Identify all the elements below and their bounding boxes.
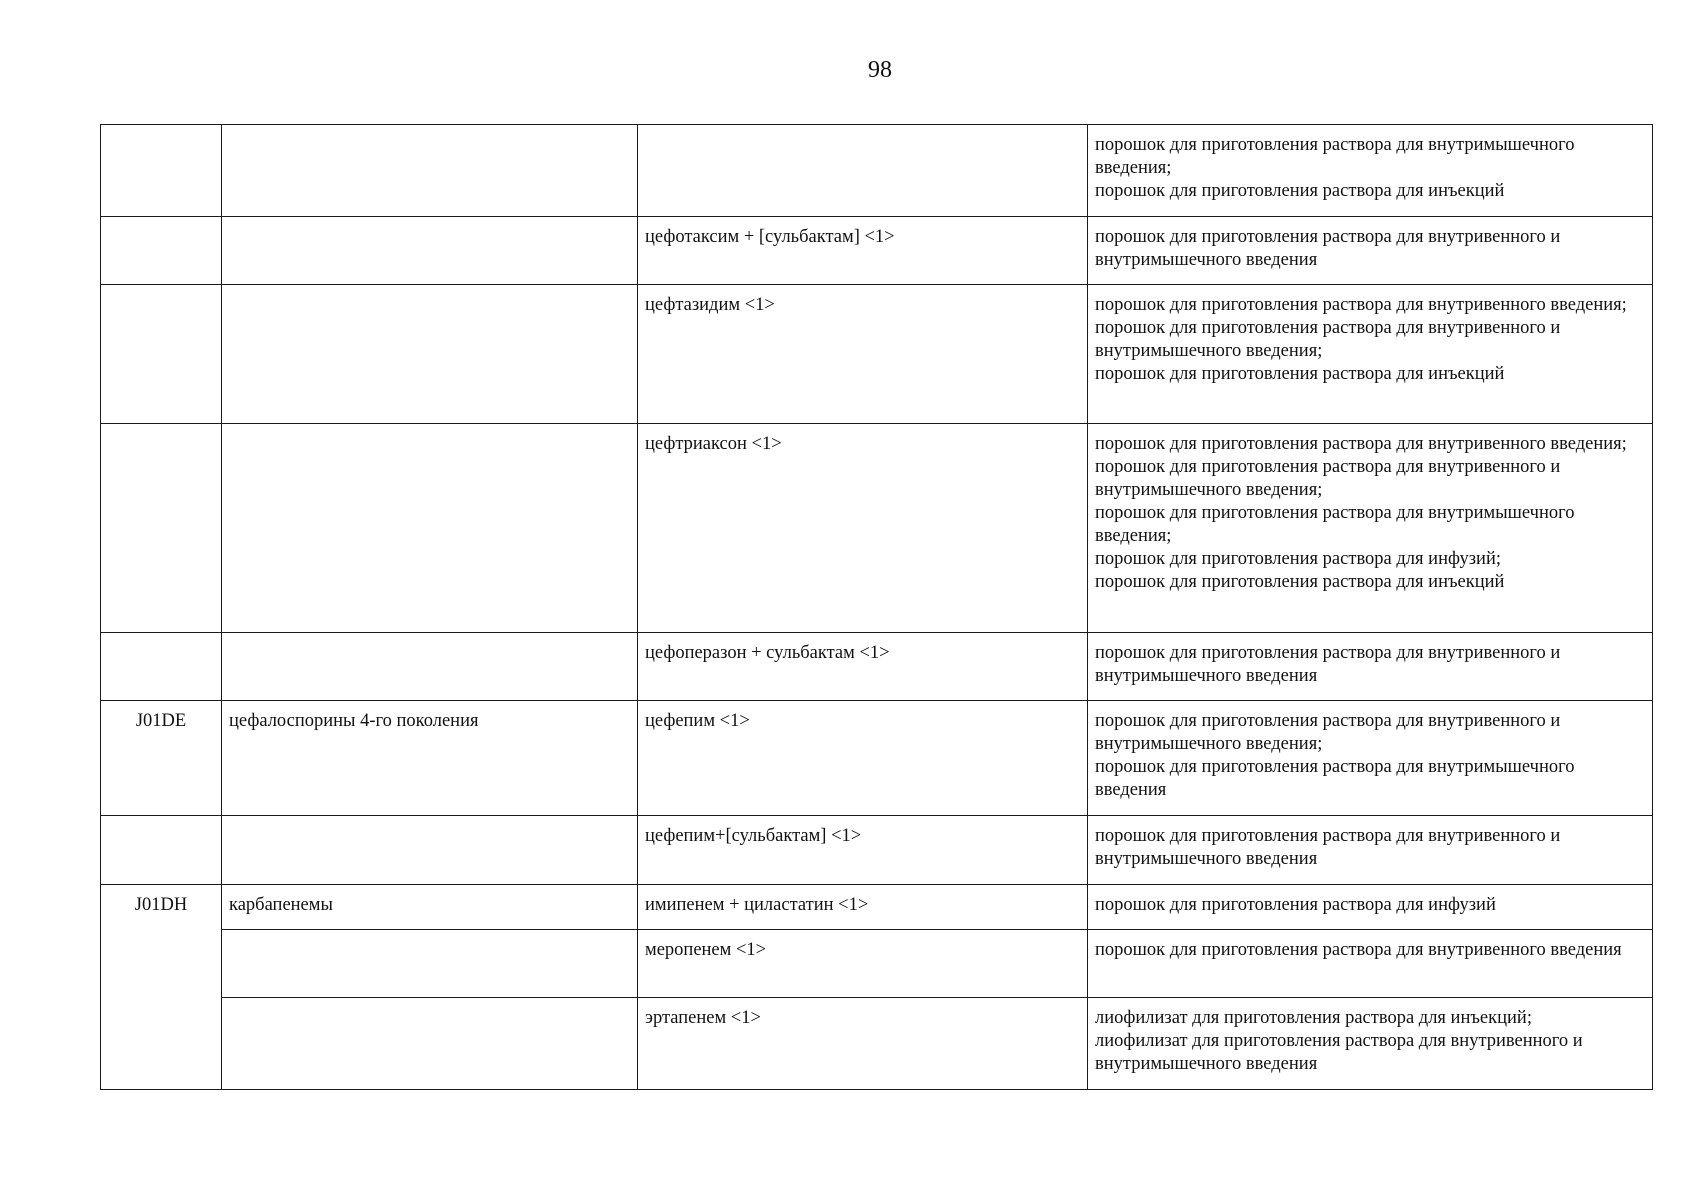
dosage-form-line: порошок для приготовления раствора для внутривенного введения; (1095, 434, 1627, 454)
dosage-form-line: порошок для приготовления раствора для внутривенного введения; (1095, 295, 1627, 315)
table-row (101, 998, 1653, 1090)
dosage-form-line: порошок для приготовления раствора для инъекций (1095, 181, 1505, 201)
atc-group-cell (222, 930, 638, 998)
drug-name-cell: цефоперазон + сульбактам <1> (638, 633, 1088, 701)
atc-group-cell (222, 424, 638, 633)
table-row (101, 285, 1653, 424)
table-row (101, 816, 1653, 885)
atc-group-cell (222, 285, 638, 424)
atc-group-cell: цефалоспорины 4-го поколения (222, 701, 638, 816)
atc-code-cell: J01DH (101, 885, 222, 1090)
atc-group-cell (222, 217, 638, 285)
atc-group-cell: карбапенемы (222, 885, 638, 930)
dosage-form-cell (1088, 816, 1653, 885)
atc-code-cell (101, 816, 222, 885)
atc-code-cell (101, 125, 222, 217)
atc-code-cell (101, 633, 222, 701)
drug-name-cell: цефтриаксон <1> (638, 424, 1088, 633)
atc-code-cell (101, 424, 222, 633)
dosage-form-line: порошок для приготовления раствора для инфузий (1095, 895, 1496, 915)
atc-code-cell (101, 217, 222, 285)
table-row (101, 633, 1653, 701)
dosage-form-line: порошок для приготовления раствора для инъекций (1095, 364, 1505, 384)
dosage-form-line: порошок для приготовления раствора для внутримышечного введения (1095, 757, 1575, 800)
dosage-form-line: порошок для приготовления раствора для внутримышечного введения; (1095, 135, 1575, 178)
drug-name-cell: цефтазидим <1> (638, 285, 1088, 424)
table-row (101, 885, 1653, 930)
drug-name-cell (638, 125, 1088, 217)
drug-table (100, 124, 1653, 1090)
drug-name-cell: цефотаксим + [сульбактам] <1> (638, 217, 1088, 285)
table-row (101, 701, 1653, 816)
table-row (101, 424, 1653, 633)
dosage-form-cell (1088, 125, 1653, 217)
dosage-form-line: порошок для приготовления раствора для внутримышечного введения; (1095, 503, 1575, 546)
drug-name-cell: меропенем <1> (638, 930, 1088, 998)
dosage-form-line: порошок для приготовления раствора для внутривенного и внутримышечного введения (1095, 826, 1561, 869)
dosage-form-line: лиофилизат для приготовления раствора для внутривенного и внутримышечного введения (1095, 1031, 1583, 1074)
dosage-form-line: порошок для приготовления раствора для инъекций (1095, 572, 1505, 592)
dosage-form-cell (1088, 930, 1653, 998)
dosage-form-cell (1088, 885, 1653, 930)
drug-name-cell: цефепим+[сульбактам] <1> (638, 816, 1088, 885)
drug-name-cell: эртапенем <1> (638, 998, 1088, 1090)
atc-group-cell (222, 125, 638, 217)
page-number: 98 (868, 57, 892, 83)
dosage-form-cell (1088, 217, 1653, 285)
dosage-form-cell (1088, 424, 1653, 633)
dosage-form-line: порошок для приготовления раствора для внутривенного и внутримышечного введения (1095, 227, 1561, 270)
atc-code-cell (101, 285, 222, 424)
table-row (101, 930, 1653, 998)
drug-table-body (101, 125, 1653, 1090)
atc-group-cell (222, 816, 638, 885)
dosage-form-line: порошок для приготовления раствора для внутривенного и внутримышечного введения (1095, 643, 1561, 686)
dosage-form-line: порошок для приготовления раствора для внутривенного и внутримышечного введения; (1095, 318, 1561, 361)
dosage-form-cell (1088, 285, 1653, 424)
table-row (101, 217, 1653, 285)
atc-group-cell (222, 998, 638, 1090)
drug-name-cell: имипенем + циластатин <1> (638, 885, 1088, 930)
dosage-form-line: лиофилизат для приготовления раствора для инъекций; (1095, 1008, 1532, 1028)
dosage-form-cell (1088, 998, 1653, 1090)
dosage-form-line: порошок для приготовления раствора для внутривенного и внутримышечного введения; (1095, 457, 1561, 500)
table-row (101, 125, 1653, 217)
dosage-form-line: порошок для приготовления раствора для внутривенного введения (1095, 940, 1622, 960)
drug-name-cell: цефепим <1> (638, 701, 1088, 816)
dosage-form-line: порошок для приготовления раствора для инфузий; (1095, 549, 1501, 569)
dosage-form-cell (1088, 701, 1653, 816)
dosage-form-line: порошок для приготовления раствора для внутривенного и внутримышечного введения; (1095, 711, 1561, 754)
dosage-form-cell (1088, 633, 1653, 701)
atc-group-cell (222, 633, 638, 701)
atc-code-cell: J01DE (101, 701, 222, 816)
